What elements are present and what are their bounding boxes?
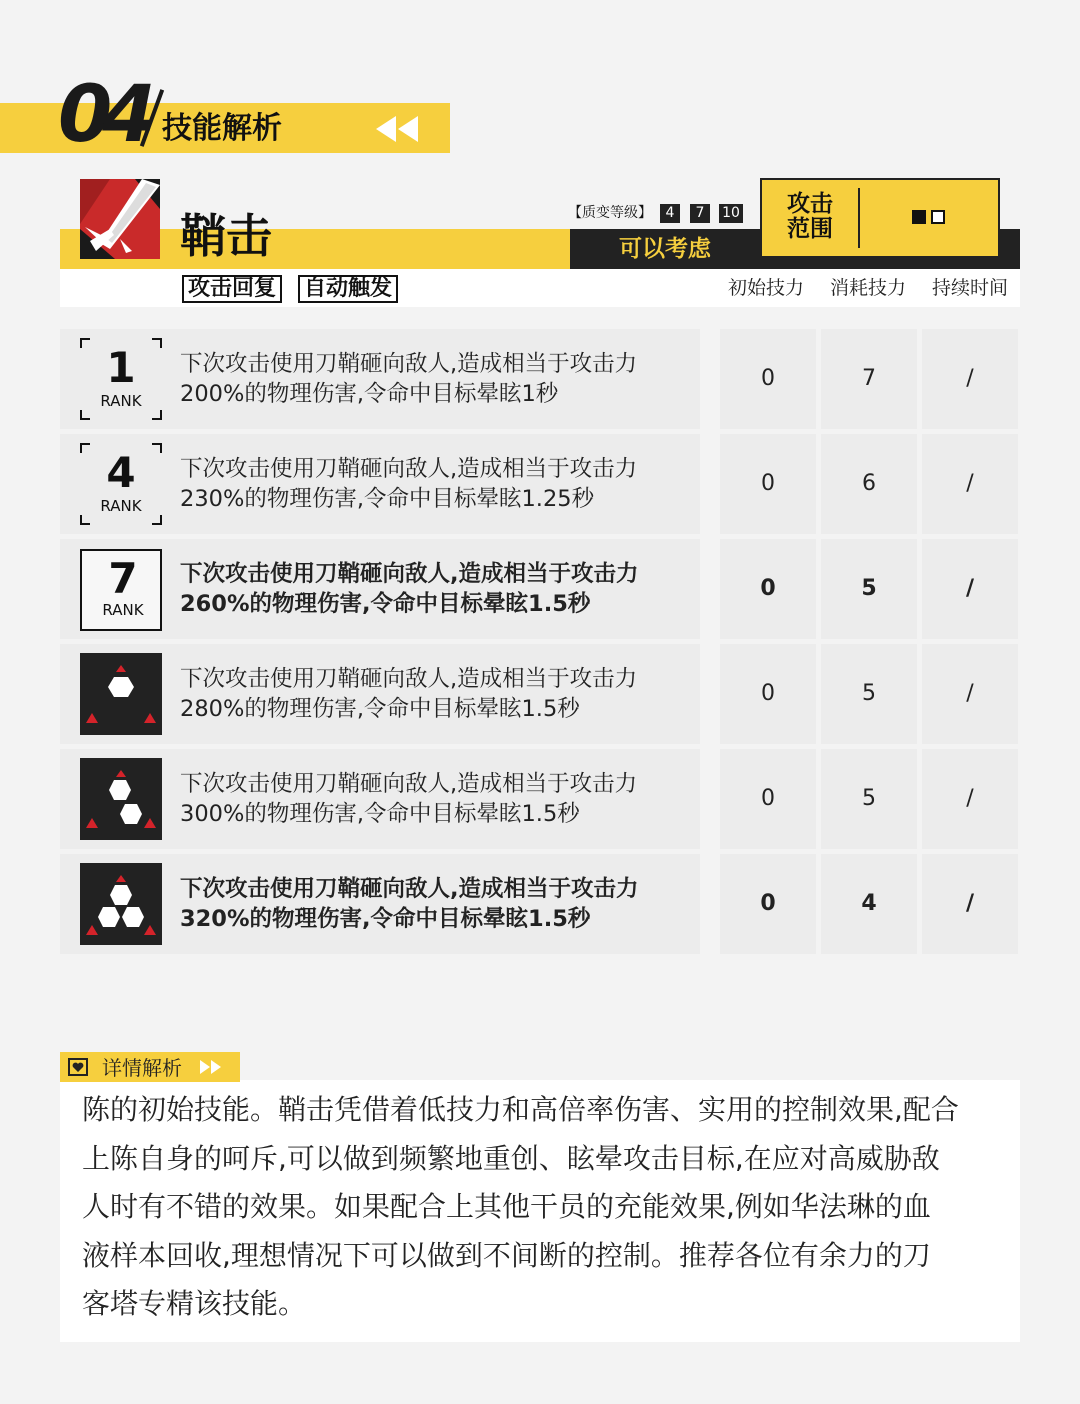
rank-description	[180, 454, 690, 514]
description-line: 280%的物理伤害,令命中目标晕眩1.5秒	[180, 696, 580, 722]
detail-line: 客塔专精该技能。	[82, 1287, 307, 1320]
rank-badge	[80, 338, 162, 420]
specialization-2-icon	[80, 758, 162, 840]
column-header-duration: 持续时间	[932, 277, 1009, 299]
detail-line: 陈的初始技能。鞘击凭借着低技力和高倍率伤害、实用的控制效果,配合	[82, 1093, 959, 1126]
description-line: 下次攻击使用刀鞘砸向敌人,造成相当于攻击力	[180, 561, 639, 587]
recommendation-label: 可以考虑	[619, 236, 711, 262]
specialization-3-icon	[80, 863, 162, 945]
rank-description	[180, 559, 690, 619]
rank-number: 7	[108, 554, 138, 603]
rank-number: 4	[106, 448, 136, 497]
range-divider	[858, 188, 860, 248]
mastery-level-badge: 4	[660, 204, 680, 223]
initial-sp-cell: 0	[720, 854, 816, 954]
detail-line: 液样本回收,理想情况下可以做到不间断的控制。推荐各位有余力的刀	[82, 1238, 931, 1272]
detail-tag-label: 详情解析	[102, 1056, 182, 1080]
initial-sp-cell: 0	[720, 329, 816, 429]
sp-cost-cell: 6	[821, 434, 917, 534]
description-line: 260%的物理伤害,令命中目标晕眩1.5秒	[180, 591, 591, 617]
duration-cell: /	[922, 749, 1018, 849]
detail-text	[82, 1086, 1004, 1329]
corner-mark	[80, 515, 90, 525]
rank-description	[180, 349, 690, 409]
sp-cost-cell: 4	[821, 854, 917, 954]
rank-word: RANK	[100, 392, 142, 410]
rank-description	[180, 664, 690, 724]
mastery-level-label: 【质变等级】	[568, 205, 652, 221]
specialization-1-icon	[80, 653, 162, 735]
range-self-tile-icon	[912, 210, 926, 224]
double-arrow-right-icon	[200, 1060, 222, 1074]
initial-sp-cell: 0	[720, 434, 816, 534]
double-arrow-left-icon	[376, 116, 420, 142]
description-line: 下次攻击使用刀鞘砸向敌人,造成相当于攻击力	[180, 456, 638, 482]
description-line: 300%的物理伤害,令命中目标晕眩1.5秒	[180, 801, 580, 827]
skill-tag: 自动触发	[298, 275, 398, 303]
range-target-tile-icon	[931, 210, 945, 224]
description-line: 230%的物理伤害,令命中目标晕眩1.25秒	[180, 486, 595, 512]
rank-description	[180, 874, 690, 934]
detail-line: 上陈自身的呵斥,可以做到频繁地重创、眩晕攻击目标,在应对高威胁敌	[82, 1141, 940, 1175]
description-line: 200%的物理伤害,令命中目标晕眩1秒	[180, 381, 559, 407]
initial-sp-cell: 0	[720, 644, 816, 744]
rank-word: RANK	[102, 601, 144, 619]
section-title: 技能解析	[162, 111, 282, 146]
duration-cell: /	[922, 539, 1018, 639]
duration-cell: /	[922, 434, 1018, 534]
sp-cost-cell: 7	[821, 329, 917, 429]
description-line: 320%的物理伤害,令命中目标晕眩1.5秒	[180, 906, 591, 932]
mastery-level-badge: 7	[690, 204, 710, 223]
rank-number: 1	[106, 343, 136, 392]
description-line: 下次攻击使用刀鞘砸向敌人,造成相当于攻击力	[180, 771, 638, 797]
sp-cost-cell: 5	[821, 749, 917, 849]
heart-icon	[68, 1058, 88, 1076]
skill-name: 鞘击	[180, 209, 272, 263]
attack-range-label-line: 范围	[787, 216, 833, 242]
rank-description	[180, 769, 690, 829]
attack-range-label-line: 攻击	[787, 191, 833, 217]
skill-sheath-strike-icon	[80, 179, 160, 259]
duration-cell: /	[922, 854, 1018, 954]
sp-cost-cell: 5	[821, 644, 917, 744]
sp-cost-cell: 5	[821, 539, 917, 639]
description-line: 下次攻击使用刀鞘砸向敌人,造成相当于攻击力	[180, 351, 638, 377]
initial-sp-cell: 0	[720, 749, 816, 849]
attack-range-label	[784, 192, 836, 242]
corner-mark	[152, 410, 162, 420]
description-line: 下次攻击使用刀鞘砸向敌人,造成相当于攻击力	[180, 666, 638, 692]
rank-badge	[80, 549, 162, 631]
initial-sp-cell: 0	[720, 539, 816, 639]
corner-mark	[80, 410, 90, 420]
rank-badge	[80, 443, 162, 525]
section-number: 04	[58, 70, 147, 160]
rank-word: RANK	[100, 497, 142, 515]
duration-cell: /	[922, 644, 1018, 744]
mastery-level-badge: 10	[719, 204, 743, 223]
detail-line: 人时有不错的效果。如果配合上其他干员的充能效果,例如华法琳的血	[82, 1190, 931, 1223]
column-header-sp-cost: 消耗技力	[830, 277, 907, 299]
column-header-initial-sp: 初始技力	[728, 277, 805, 299]
duration-cell: /	[922, 329, 1018, 429]
corner-mark	[152, 515, 162, 525]
skill-tag: 攻击回复	[182, 275, 282, 303]
description-line: 下次攻击使用刀鞘砸向敌人,造成相当于攻击力	[180, 876, 639, 902]
